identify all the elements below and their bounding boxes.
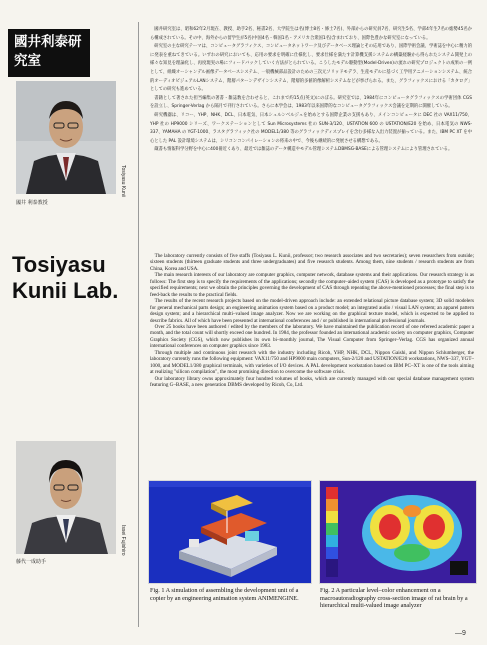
- photo-caption-professor: 國井 利泰教授: [16, 200, 48, 206]
- english-paragraph: Our laboratory library owns approximately four hundred volumes of books, which are currently managed with our special database management system featuring G–BASE, a new generation DBMS developed by Ricoh, Co, Ltd.: [150, 375, 474, 389]
- figure-2-caption: Fig. 2 A particular level–color enhancement on a macroautoradiography cross-section image of rat brain by a hierarchical multi-valued image analyzer: [320, 587, 468, 610]
- photo-side-caption-professor: Tosiyasu Kunii: [120, 165, 126, 197]
- japanese-body-text: [150, 26, 472, 231]
- figure-2-brain-image: [319, 480, 477, 584]
- japanese-paragraph: 研究機器は、リコー、YHP、NHK、DCL、日本電気、日本シュルンベルジェを始めとする国際企業の支援もあり、メインコンピュータに DEC 社の VAX11/750、YHP 社の HP9000 シリーズ、ワークステーションとして Sun Microsystems 社の SUN-3/120、USTATION 600 の USTATION/E20 を始め、日本電気の NWS-337、YAMAHA の YGT-1000、ラスタグラフィック社の MODEL1/380 等のグラフィックディスプレイを含む多様な入出力装置が揃っている。また、IBM PC XT を中心とした PAL 設計環境システムは、シリコンコンパイレーションの将来の中で、今後も継続的に発展させる構想である。: [150, 112, 472, 144]
- english-body-text: [150, 253, 474, 468]
- photo-side-caption-associate: Issei Fujishiro: [120, 525, 126, 556]
- japanese-paragraph: 國井研究室は、昭和62年2月現在、教授、助手2名、秘書2名、大学院生は名(博士8名・修士7名)、外部からの研究員7名、研究生5名、学部4年生7名の総勢45名から構成されている。その中、海外からの留学生が5名(中国4名・韓国1名・アメリカ合衆国1名)含まれており、国際色豊かな研究室になっている。: [150, 27, 472, 41]
- figure-1-caption: Fig. 1 A simulation of assembling the development unit of a copier by an engineering animation system ANIMENGINE.: [150, 587, 299, 602]
- japanese-paragraph: 研究室の主な研究テーマは、コンピュータグラフィクス、コンピュータネットワーク及びデータベース理論とその応用であり、国際学術会議、学術誌を中心に精力的に発表を重ねてきている。いずれの研究においても、応用の要求を明確に仕様化し、要求仕様を満たす計算機支援システムの構築経験から得られたシステム開発上の様々な知見を理論化し、再度現実の場にフィードバックしていく方法がとられている。こうしたモデル駆動型(Model-Driven)の流れの研究プロジェクトの成果の一例として、組織オーシャンデル画像データベースシステム、一般機械部品設計のための三次元ソリッドモデラ、生産モデルに基づく工学用アニメーションシステム、統合的オーディオビジュアルLANシステム、階層パターンデザインシステム、階層的多値的像解析システムなどが挙げられる。また、グラフィックスにおける「カタログ」としての研究も進めている。: [150, 44, 472, 93]
- japanese-lab-title: 國井利泰研究室: [8, 29, 90, 77]
- portrait-photo-professor: [16, 81, 116, 194]
- english-paragraph: Through multiple and continuous joint research with the industry including Ricoh, YHP, NHK, DCL, Nippon Gaishi, and Nippon Schlumberger, the laboratory currently runs the following equipment: VAX11/750 and HP9000 main computers, Sun-2/120 and USTATION/E20 workstations, NWS–337, YGT–1000, and MODEL1/380 graphical terminals, with varieties of I/O devices. A PAL development workstation based on IBM PC–XT is one of the tools aiming at realizing "silicon compilation", the most promising direction to overcome the software crisis.: [150, 349, 474, 376]
- japanese-paragraph: 書籍として著された担当編集の著書・雑誌数を合わせると、これまで約15点(英文)にのぼる。研究室では、1984年にコンピュータグラフィックスの学術団体 CGS を設立し、Springer-Verlag から隔月で刊行されている。さらに本学会は、1983年以来国際的なコンピュータグラフィックス会議を定期的に開催している。: [150, 95, 472, 110]
- japanese-paragraph: 蔵書も情報科学分野を中心に400冊近くあり、最近では雑誌のデータ構造やモデル管理システムDBMSG-BASEによる管理システムにより管理されている。: [154, 147, 453, 153]
- english-paragraph: The laboratory currently consists of five staffs (Tosiyasu L. Kunii, professor; two research associates and two secretaries); seven researchers from outside; sixteen students (thirteen graduate students and three undergraduates) and five research students. Among them, nine students / research students are from China, Korea and USA.: [150, 253, 474, 272]
- column-divider: [138, 22, 139, 627]
- english-paragraph: Over 25 books have been authored / edited by the members of the laboratory. We have maintained the publication record of one refereed academic paper a month, and the total count will shortly exceed one hundred. In 1984, the professor founded an international academic society on computer graphics, Computer Graphics Society (CGS), which now publishes its own bi–monthly journal, The Visual Computer from Springer–Verlag. CGS has organized annual international conferences on computer graphics since 1983.: [150, 323, 474, 350]
- english-lab-title: Tosiyasu Kunii Lab.: [12, 252, 119, 303]
- portrait-photo-associate: [16, 441, 116, 554]
- english-paragraph: The main research interests of our laboratory are computer graphics, computer network, database systems and their applications. Our research strategy is as follows: The first step is to specify the requirements of the applications; secondly the computer–aided system (CAS) is developed as a prototype to satisfy the specified requirements; next we obtain the principles governing the development of CAS through repeating the above-mentioned processes; the final step is to feed-back the results to the practical fields.: [150, 272, 474, 298]
- english-paragraph: The results of the recent research projects based on the model-driven approach include: an extended relational picture database system; 3D solid modelers for general mechanical parts design; an engineering animation system based on a product model; an integrated audio / visual LAN system; an apparel pattern design system; and a hierarchical multi–valued image analyzer. Now we are working on the graphical texture model, which is expected to be applied to describe fabrics. All of which have been presented at international conferences and / or published in international professional journals.: [150, 298, 474, 324]
- photo-caption-associate: 藤代一成助手: [16, 559, 47, 565]
- figure-1-animation-image: [148, 480, 312, 584]
- page-number: —9: [455, 630, 466, 637]
